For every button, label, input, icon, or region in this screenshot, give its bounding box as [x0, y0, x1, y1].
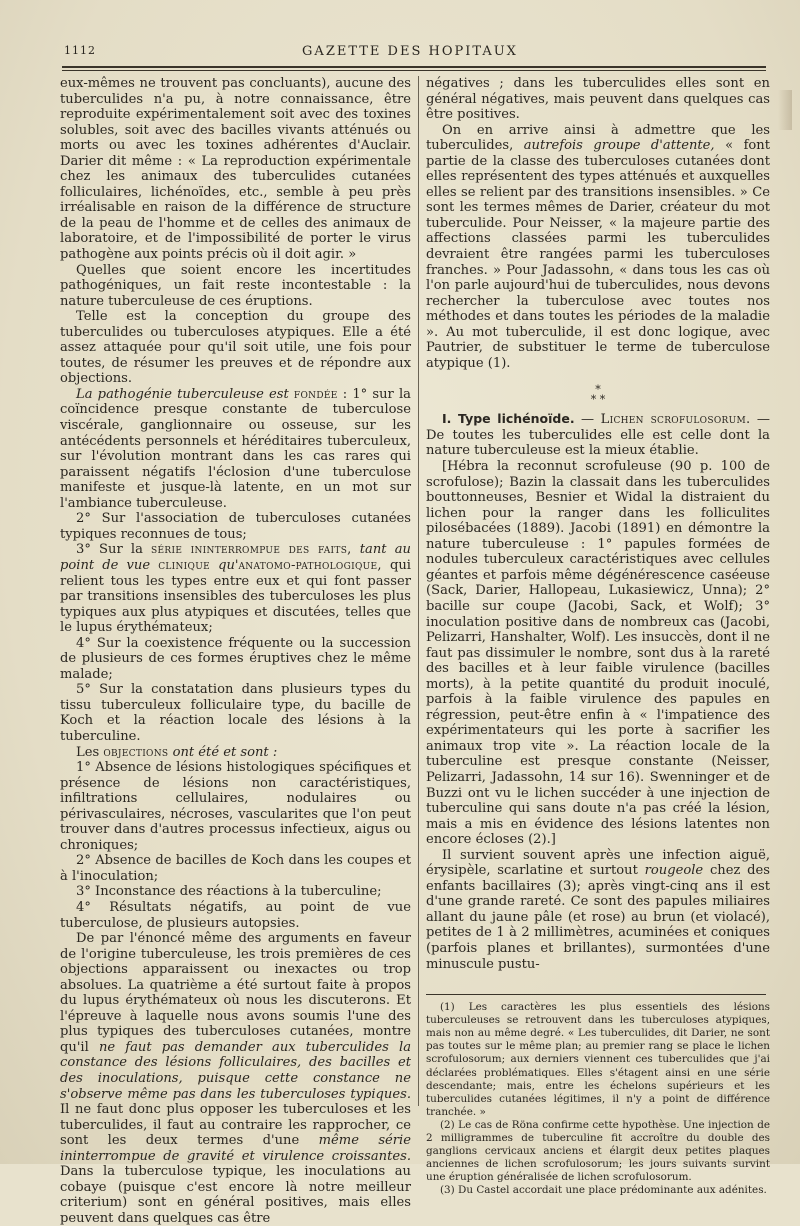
smallcaps-text: Lichen scrofulosorum. — [600, 412, 751, 428]
asterism-top: * — [595, 383, 601, 397]
paragraph: [Hébra la reconnut scrofuleuse (90 p. 100 de scrofulose); Bazin la classait dans les tuberculides bouttonneuses, Besnier et Widal la distraient du lichen pour la ranger dans les folliculites pilosébacées (1889). Jacobi (1891) en démontre la nature tuberculeuse : 1° papules formées de nodules tuberculeux caractéristiques avec cellules géantes et parfois même dégénérescence caséeuse (Sack, Darier, Hallopeau, Lukasiewicz, Unna); 2° bacille sur coupe (Jacobi, Sack, et Wolf); 3° inoculation positive dans de nombreux cas (Jacobi, Pelizarri, Hanshalter, Wolf). Les insuccès, dont il ne faut pas dissimuler le nombre, sont dus à la rareté des bacilles et à leur faible virulence (bacilles morts), à la petite quantité du produit inoculé, parfois à la faible virulence des papules en régression, peut-être enfin à « l'impatience des expérimentateurs qui les porte à sacrifier les animaux trop vite ». La réaction locale de la tuberculine est presque constante (Neisser, Pelizarri, Jadassohn, 14 sur 16). Swenninger et de Buzzi ont vu le lichen succéder à une injection de tuberculine qui sans doute n'a pas créé la lésion, mais a mis en évidence des lésions latentes non encore écloses (2).] — [426, 459, 770, 848]
header-rule — [62, 66, 766, 68]
asterism-bottom: * * — [590, 393, 606, 407]
paragraph-text: chez des enfants bacillaires (3); après vingt-cinq ans il est d'une grande rareté. Ce sont des papules miliaires allant du jaune pâle (et rose) au brun (et violacé), petites de 1 à 2 millimètres, acuminées et coniques (parfois planes et brillantes), surmontées d'une minuscule pustu- — [426, 863, 770, 972]
right-column — [426, 76, 770, 1197]
paragraph: 3° Inconstance des réactions à la tuberculine; — [76, 884, 382, 900]
footnote: (2) Le cas de Röna confirme cette hypothèse. Une injection de 2 milligrammes de tuberculine fit accroître du double des ganglions cervicaux anciens et élargit deux petites plaques anciennes de lichen scrofulosorum; les jours suivants survint une éruption généralisée de lichen scrofulosorum. — [426, 1118, 770, 1184]
paragraph: eux-mêmes ne trouvent pas concluants), aucune des tuberculides n'a pu, à notre connaissance, être reproduite expérimentalement soit avec des toxines solubles, soit avec des bacilles vivants atténués ou morts ou avec les toxines adhérentes d'Auclair. Darier dit même : « La reproduction expérimentale chez les animaux des tuberculides cutanées folliculaires, lichénoïdes, etc., semble à peu près irréalisable en raison de la différence de structure de la peau de l'homme et de celles des animaux de laboratoire, et de l'impossibilité de porter le virus pathogène aux points précis où il doit agir. » — [60, 76, 411, 263]
paragraph-text: qui relient tous les types entre eux et qui font passer par transitions insensibles des tuberculoses les plus typiques aux plus atypiques et discutées, telles que le lupus érythémateux; — [60, 557, 411, 636]
smallcaps-text: série ininterrompue des faits, — [151, 542, 352, 558]
paragraph-text: On en arrive ainsi à admettre que les tuberculides, — [426, 122, 770, 154]
italic-text: même série ininterrompue de gravité et virulence croissantes. — [60, 1133, 411, 1164]
paragraph-text: : 1° sur la coïncidence presque constante de tuberculose viscérale, ganglionnaire ou osseuse, sur les antécédents personnels et héréditaires tuberculeux, sur l'évolution montrant dans les cas rares qui paraissent négatifs l'éclosion d'une tuberculose manifeste et jusque-là latente, en un mot sur l'ambiance tuberculeuse. — [60, 386, 411, 511]
paragraph: négatives ; dans les tuberculides elles sont en général négatives, mais peuvent dans quelques cas être positives. — [426, 76, 770, 123]
header-rule-thin — [62, 70, 766, 71]
paragraph: 2° Absence de bacilles de Koch dans les coupes et à l'inoculation; — [60, 853, 411, 884]
paragraph — [426, 848, 770, 972]
paragraph-text: « font partie de la classe des tuberculoses cutanées dont elles représentent des types atténués et auxquelles elles se relient par des transitions insensibles. » Ce sont les termes mêmes de Darier, créateur du mot tuberculide. Pour Neisser, « la majeure partie des affections classées parmi les tuberculides devraient être rangées parmi les tuberculoses franches. » Pour Jadassohn, « dans tous les cas où l'on parle aujourd'hui de tuberculides, nous devons rechercher la tuberculose avec toutes nos méthodes et dans toutes les périodes de la maladie ». Au mot tuberculide, il est donc logique, avec Pautrier, de substituer le terme de tuberculose atypique (1). — [426, 138, 770, 371]
italic-text: autrefois groupe d'attente, — [523, 138, 715, 154]
footnotes — [426, 1001, 770, 1197]
running-header — [60, 44, 760, 64]
footnote: (1) Les caractères les plus essentiels des lésions tuberculeuses se retrouvent dans les tuberculoses atypiques, mais non au même degré. « Les tuberculides, dit Darier, ne sont pas toutes sur le même plan; au premier rang se place le lichen scrofulosorum; aux derniers viennent ces tuberculides que j'ai déclarées problématiques. Elles s'étagent ainsi en une série descendante; mais, entre les échelons supérieurs et les tuberculides cutanées légitimes, il n'y a point de différence tranchée. » — [426, 1001, 770, 1118]
paragraph — [60, 931, 411, 1226]
paragraph — [60, 387, 411, 511]
italic-text: rougeole — [644, 863, 704, 879]
paragraph-text: — De toutes les tuberculides elle est celle dont la nature tuberculeuse est la mieux établie. — [426, 412, 770, 459]
paragraph-text: Dans la tuberculose typique, les inoculations au cobaye (puisque c'est encore là notre meilleur criterium) sont en général positives, mais elles peuvent dans quelques cas être — [60, 1164, 411, 1226]
paragraph-text: De par l'énoncé même des arguments en faveur de l'origine tuberculeuse, les trois premières de ces objections apparaissent ou inexactes ou trop absolues. La quatrième a été surtout faite à propos du lupus érythémateux où nous les discuterons. Et l'épreuve à laquelle nous avons soumis l'une des plus typiques des tuberculoses cutanées, montre qu'il — [60, 931, 411, 1055]
italic-text: ne faut pas demander aux tuberculides la constance des lésions folliculaires, des bacilles et des inoculations, puisque cette constance ne s'observe même pas dans les tuberculoses typiques. — [60, 1039, 412, 1102]
paragraph-text: Il ne faut donc plus opposer les tuberculoses et les tuberculides, il faut au contraire les rapprocher, ce sont les deux termes d'une — [60, 1102, 411, 1149]
section-heading-paragraph — [426, 411, 770, 459]
smallcaps-text: objections — [103, 744, 169, 760]
paragraph: Quelles que soient encore les incertitudes pathogéniques, un fait reste incontestable : la nature tuberculeuse de ces éruptions. — [60, 262, 411, 309]
smallcaps-text: clinique — [158, 557, 210, 573]
paragraph-text: 3° Sur la — [76, 542, 143, 558]
paragraph: 2° Sur l'association de tuberculoses cutanées typiques reconnues de tous; — [60, 511, 411, 542]
footnote: (3) Du Castel accordait une place prédominante aux adénites. — [440, 1184, 767, 1197]
italic-text: qu' — [218, 557, 239, 573]
left-column — [60, 76, 411, 1226]
italic-text: tant au point de vue — [60, 542, 411, 573]
journal-title: GAZETTE DES HOPITAUX — [302, 44, 518, 59]
paragraph-text: — — [574, 412, 601, 428]
paragraph — [60, 542, 411, 635]
italic-text: La pathogénie tuberculeuse est — [76, 386, 289, 402]
page-edge-shadow — [778, 90, 792, 130]
paragraph — [60, 745, 411, 761]
smallcaps-text: anatomo-pathologique, — [238, 557, 382, 573]
italic-text: ont été et sont : — [172, 744, 278, 760]
section-separator — [426, 385, 770, 405]
paragraph: 5° Sur la constatation dans plusieurs types du tissu tuberculeux folliculaire type, du bacille de Koch et la réaction locale des lésions à la tuberculine. — [60, 682, 411, 744]
footnote-rule — [426, 994, 766, 995]
paragraph: 1° Absence de lésions histologiques spécifiques et présence de lésions non caractéristiques, infiltrations cellulaires, nodulaires ou périvasculaires, nécroses, vascularites que l'on peut trouver dans d'autres processus infectieux, aigus ou chroniques; — [60, 760, 411, 853]
page-number: 1112 — [64, 44, 96, 57]
paragraph: 4° Résultats négatifs, au point de vue tuberculose, de plusieurs autopsies. — [60, 899, 411, 931]
paragraph-text: Les — [76, 744, 100, 760]
paragraph: 4° Sur la coexistence fréquente ou la succession de plusieurs de ces formes éruptives chez le même malade; — [60, 635, 411, 682]
paragraph — [426, 123, 770, 372]
column-divider — [418, 76, 419, 1106]
paragraph: Telle est la conception du groupe des tuberculides ou tuberculoses atypiques. Elle a été assez attaquée pour qu'il soit utile, une fois pour toutes, de résumer les preuves et de répondre aux objections. — [60, 309, 411, 387]
smallcaps-text: fondée — [293, 386, 338, 402]
paragraph-text: Il survient souvent après une infection aiguë, érysipèle, scarlatine et surtout — [426, 847, 770, 879]
section-title: I. Type lichénoïde. — [442, 411, 575, 427]
